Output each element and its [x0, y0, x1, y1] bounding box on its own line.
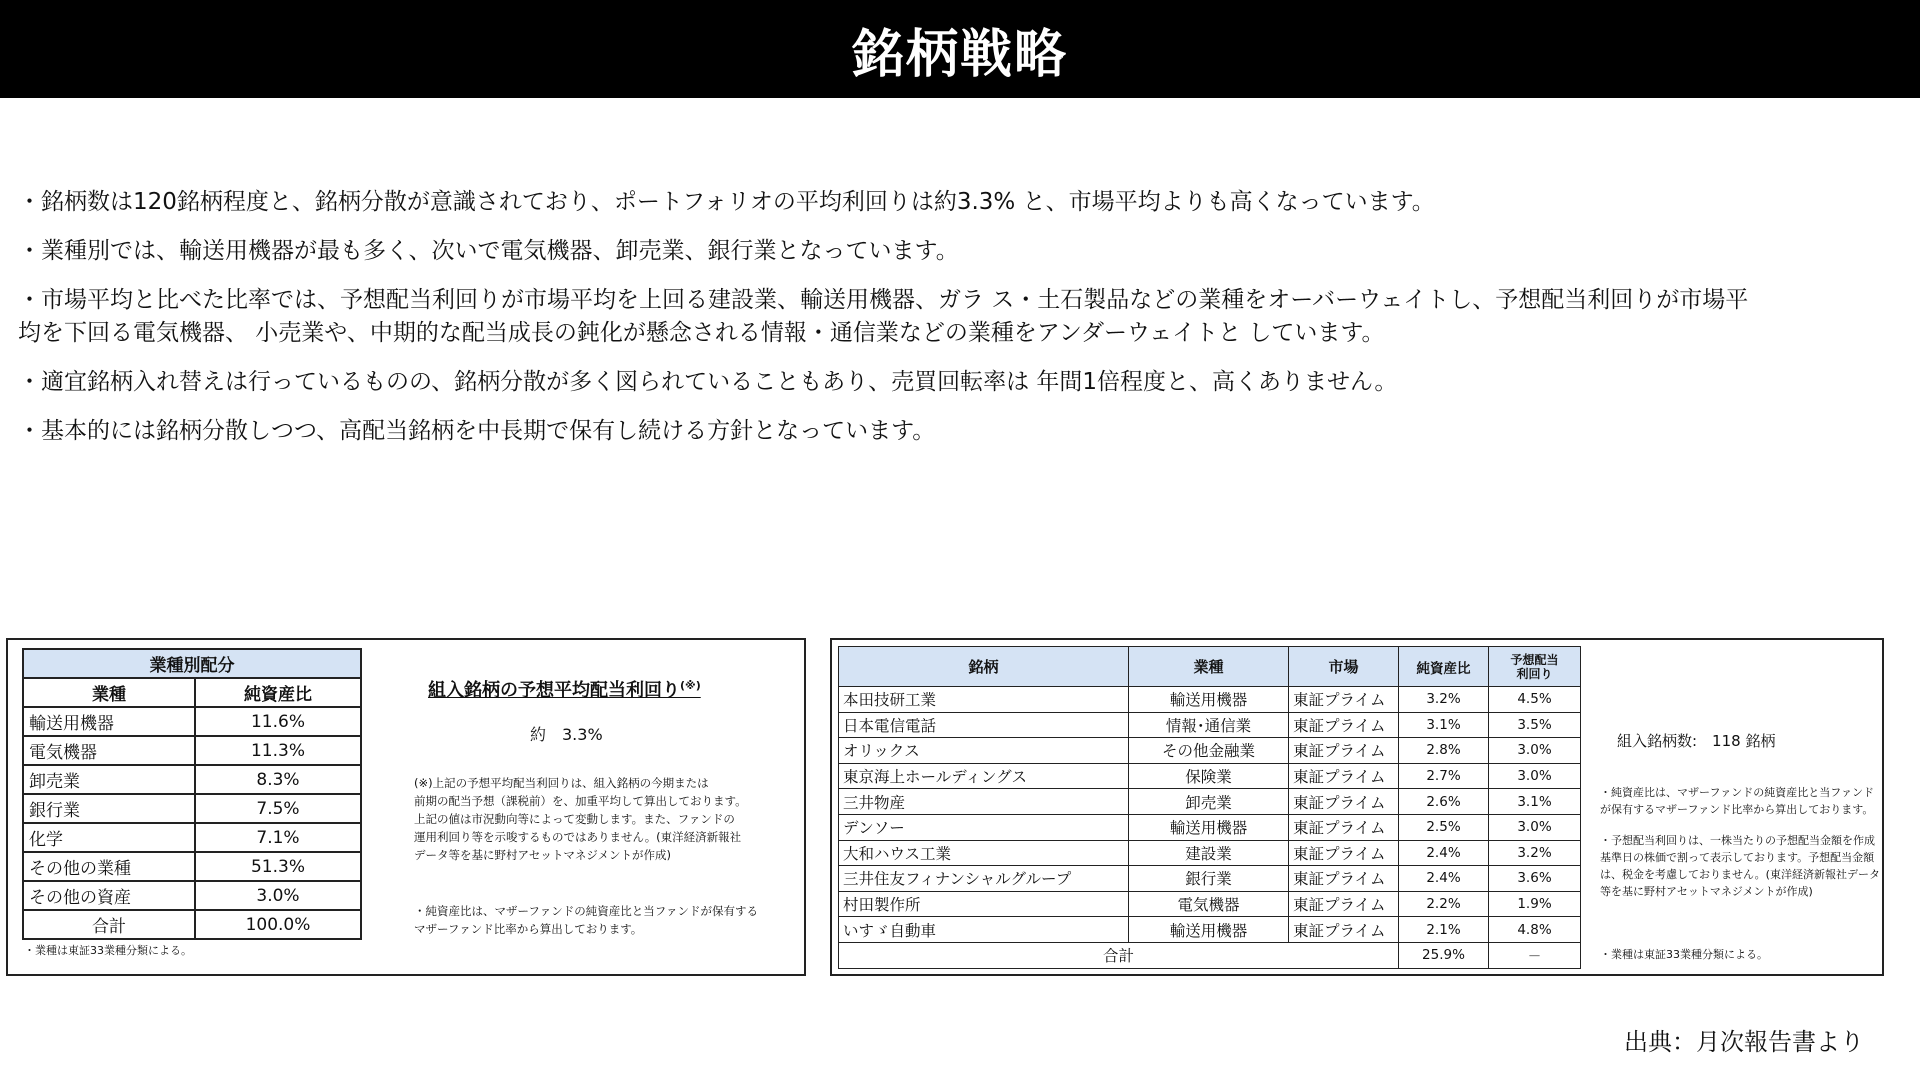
holdings-header-yield: 予想配当 利回り [1489, 647, 1581, 687]
table-row [839, 712, 1581, 738]
holdings-asset-note: ・純資産比は、マザーファンドの純資産比と当ファンドが保有するマザーファンド比率から算出しております。 [1600, 786, 1875, 816]
holding-weight: 2.5% [1399, 814, 1489, 840]
sector-name: その他の業種 [23, 852, 195, 881]
holding-yield: 3.1% [1489, 789, 1581, 815]
sector-weight: 11.6% [195, 707, 361, 736]
bullet-stock-count: ・銘柄数は120銘柄程度と、銘柄分散が意識されており、ポートフォリオの平均利回りは約3.3% と、市場平均よりも高くなっています。 [18, 189, 1435, 215]
sector-weight: 7.1% [195, 823, 361, 852]
sector-table-caption: 業種別配分 [23, 649, 361, 678]
holding-yield: 3.2% [1489, 840, 1581, 866]
holdings-panel [830, 638, 1884, 976]
average-yield-value: 約 3.3% [530, 725, 603, 744]
sector-name: 銀行業 [23, 794, 195, 823]
holding-industry: 銀行業 [1129, 866, 1289, 892]
sector-total-label: 合計 [23, 910, 195, 939]
table-row [839, 789, 1581, 815]
source-credit: 出典：月次報告書より [1624, 1028, 1864, 1056]
asset-footnote-line: マザーファンド比率から算出しております。 [414, 922, 643, 936]
holding-market: 東証プライム [1289, 712, 1399, 738]
table-row [23, 852, 361, 881]
holding-weight: 2.7% [1399, 763, 1489, 789]
holding-yield: 3.0% [1489, 763, 1581, 789]
holdings-sector-note: ・業種は東証33業種分類による。 [1600, 948, 1768, 961]
holding-industry: 保険業 [1129, 763, 1289, 789]
holding-yield: 1.9% [1489, 891, 1581, 917]
holdings-header-name: 銘柄 [839, 647, 1129, 687]
holding-industry: 輸送用機器 [1129, 814, 1289, 840]
table-total-row [23, 910, 361, 939]
holding-weight: 2.8% [1399, 738, 1489, 764]
holding-industry: 建設業 [1129, 840, 1289, 866]
holding-yield: 4.5% [1489, 687, 1581, 713]
holdings-total-label: 合計 [839, 942, 1399, 968]
bullet-list [18, 186, 1908, 464]
sector-note: ・業種は東証33業種分類による。 [24, 944, 192, 957]
holding-weight: 2.2% [1399, 891, 1489, 917]
holdings-header-market: 市場 [1289, 647, 1399, 687]
sector-weight: 3.0% [195, 881, 361, 910]
bullet-overweight-line-2: 均を下回る電気機器、 小売業や、中期的な配当成長の鈍化が懸念される情報・通信業などの業種をアンダーウェイトと しています。 [18, 320, 1385, 346]
holding-name: 三井物産 [839, 789, 1129, 815]
holding-industry: 電気機器 [1129, 891, 1289, 917]
yield-footnote-line: 運用利回り等を示唆するものではありません。(東洋経済新報社 [414, 830, 742, 844]
yield-footnote-line: データ等を基に野村アセットマネジメントが作成) [414, 848, 672, 862]
sector-weight: 7.5% [195, 794, 361, 823]
holdings-header-weight: 純資産比 [1399, 647, 1489, 687]
page-title: 銘柄戦略 [851, 24, 1068, 85]
bullet-sector-ranking: ・業種別では、輸送用機器が最も多く、次いで電気機器、卸売業、銀行業となっています。 [18, 238, 959, 264]
yield-title [428, 676, 701, 702]
title-bar [0, 0, 1920, 98]
holding-industry: 輸送用機器 [1129, 687, 1289, 713]
table-row [839, 687, 1581, 713]
sector-weight: 8.3% [195, 765, 361, 794]
holding-name: デンソー [839, 814, 1129, 840]
holding-market: 東証プライム [1289, 738, 1399, 764]
table-row [839, 738, 1581, 764]
holdings-yield-note: ・予想配当利回りは、一株当たりの予想配当金額を作成基準日の株価で割って表示しております。予想配当金額は、税金を考慮しておりません。(東洋経済新報社データ等を基に野村アセットマネジメントが作成) [1600, 834, 1880, 898]
holding-market: 東証プライム [1289, 814, 1399, 840]
table-row [839, 891, 1581, 917]
holding-market: 東証プライム [1289, 789, 1399, 815]
holding-name: オリックス [839, 738, 1129, 764]
table-total-row [839, 942, 1581, 968]
sector-name: その他の資産 [23, 881, 195, 910]
sector-total-value: 100.0% [195, 910, 361, 939]
holding-market: 東証プライム [1289, 687, 1399, 713]
holding-name: 本田技研工業 [839, 687, 1129, 713]
sector-name: 化学 [23, 823, 195, 852]
yield-footnote-line: 前期の配当予想（課税前）を、加重平均して算出しております。 [414, 794, 747, 808]
table-row [23, 736, 361, 765]
holding-weight: 2.4% [1399, 866, 1489, 892]
table-row [23, 823, 361, 852]
yield-footnote [414, 774, 794, 864]
holding-yield: 3.5% [1489, 712, 1581, 738]
sector-name: 卸売業 [23, 765, 195, 794]
holding-name: 村田製作所 [839, 891, 1129, 917]
holding-name: 大和ハウス工業 [839, 840, 1129, 866]
holdings-total-weight: 25.9% [1399, 942, 1489, 968]
holding-yield: 3.0% [1489, 814, 1581, 840]
holdings-footnotes [1600, 784, 1880, 914]
sector-header-name: 業種 [23, 678, 195, 707]
table-row [839, 840, 1581, 866]
holding-name: いすゞ自動車 [839, 917, 1129, 943]
holding-weight: 3.1% [1399, 712, 1489, 738]
holding-market: 東証プライム [1289, 763, 1399, 789]
bullet-policy: ・基本的には銘柄分散しつつ、高配当銘柄を中長期で保有し続ける方針となっています。 [18, 418, 936, 444]
holding-industry: その他金融業 [1129, 738, 1289, 764]
holding-weight: 3.2% [1399, 687, 1489, 713]
yield-footnote-line: (※)上記の予想平均配当利回りは、組入銘柄の今期または [414, 776, 709, 790]
bullet-overweight-line-1: ・市場平均と比べた比率では、予想配当利回りが市場平均を上回る建設業、輸送用機器、ガラ ス・土石製品などの業種をオーバーウェイトし、予想配当利回りが市場平 [18, 287, 1749, 313]
sector-header-weight: 純資産比 [195, 678, 361, 707]
holding-market: 東証プライム [1289, 891, 1399, 917]
bullet-turnover: ・適宜銘柄入れ替えは行っているものの、銘柄分散が多く図られていることもあり、売買回転率は 年間1倍程度と、高くありません。 [18, 369, 1398, 395]
sector-panel [6, 638, 806, 976]
holding-weight: 2.6% [1399, 789, 1489, 815]
holding-industry: 卸売業 [1129, 789, 1289, 815]
holding-yield: 3.6% [1489, 866, 1581, 892]
holding-industry: 情報･通信業 [1129, 712, 1289, 738]
sector-name: 電気機器 [23, 736, 195, 765]
asset-footnote-line: ・純資産比は、マザーファンドの純資産比と当ファンドが保有する [414, 904, 758, 918]
bullet-overweight [18, 284, 1908, 350]
holding-market: 東証プライム [1289, 917, 1399, 943]
holding-name: 三井住友フィナンシャルグループ [839, 866, 1129, 892]
holdings-total-yield: － [1489, 942, 1581, 968]
yield-footnote-line: 上記の値は市況動向等によって変動します。また、ファンドの [414, 812, 735, 826]
sector-name: 輸送用機器 [23, 707, 195, 736]
table-row [839, 814, 1581, 840]
table-row [839, 917, 1581, 943]
table-row [23, 707, 361, 736]
asset-footnote [414, 902, 794, 938]
holding-name: 日本電信電話 [839, 712, 1129, 738]
yield-title-mark: (※) [680, 679, 701, 692]
table-row [839, 763, 1581, 789]
holdings-table [838, 646, 1581, 969]
holding-weight: 2.1% [1399, 917, 1489, 943]
holdings-header-industry: 業種 [1129, 647, 1289, 687]
sector-table [22, 648, 362, 940]
holding-weight: 2.4% [1399, 840, 1489, 866]
holding-yield: 3.0% [1489, 738, 1581, 764]
table-row [23, 765, 361, 794]
yield-title-text: 組入銘柄の予想平均配当利回り [428, 680, 680, 701]
sector-weight: 11.3% [195, 736, 361, 765]
sector-weight: 51.3% [195, 852, 361, 881]
holding-market: 東証プライム [1289, 866, 1399, 892]
holding-industry: 輸送用機器 [1129, 917, 1289, 943]
table-row [23, 794, 361, 823]
table-header-row [839, 647, 1581, 687]
holding-count: 組入銘柄数: 118 銘柄 [1617, 732, 1776, 750]
holding-name: 東京海上ホールディングス [839, 763, 1129, 789]
table-row [23, 881, 361, 910]
table-row [839, 866, 1581, 892]
holding-yield: 4.8% [1489, 917, 1581, 943]
holding-market: 東証プライム [1289, 840, 1399, 866]
